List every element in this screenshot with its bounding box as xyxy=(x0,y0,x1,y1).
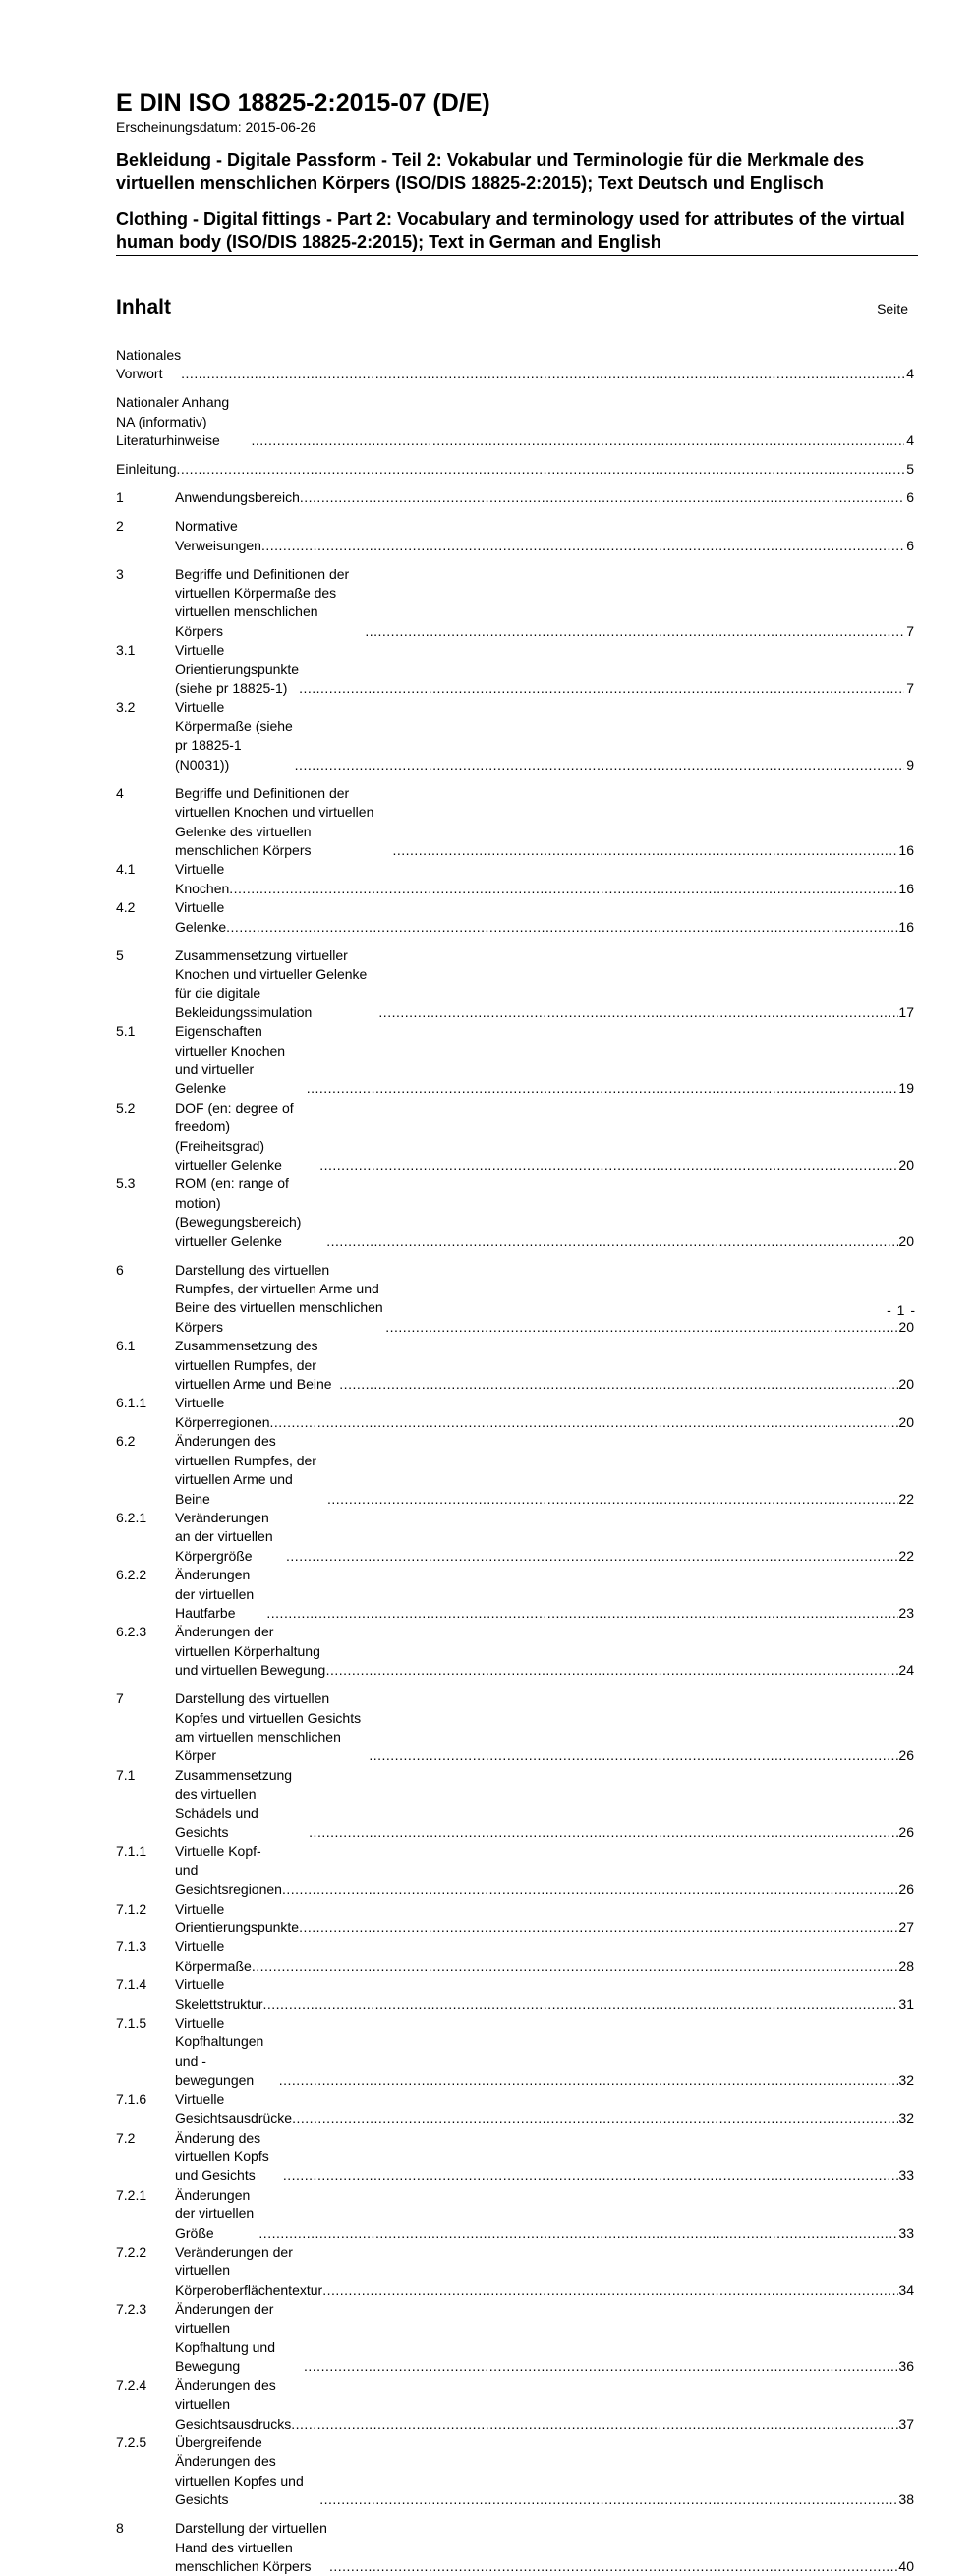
toc-entry[interactable] xyxy=(116,898,914,937)
toc-dot-leader xyxy=(327,1490,898,1509)
toc-entry-title: Virtuelle Skelettstruktur xyxy=(175,1976,263,2012)
toc-dot-leader xyxy=(181,365,904,383)
toc-entry-body xyxy=(175,2129,914,2186)
toc-dot-leader xyxy=(282,1880,898,1899)
toc-entry-number: 6.2 xyxy=(116,1433,136,1450)
toc-entry-title: Änderungen der virtuellen Kopfhaltung und Bewegung xyxy=(175,2301,275,2375)
toc-entry-page: 7 xyxy=(906,680,914,697)
toc-entry[interactable] xyxy=(116,1766,914,1843)
toc-entry-body xyxy=(175,860,914,898)
toc-entry-title: Einleitung xyxy=(116,461,177,478)
toc-entry[interactable] xyxy=(116,2014,914,2090)
toc-entry-number: 7.1.3 xyxy=(116,1938,147,1955)
toc-dot-leader xyxy=(261,537,904,555)
toc-entry-title: ROM (en: range of motion) (Bewegungsbereich) virtueller Gelenke xyxy=(175,1175,302,1249)
toc-entry[interactable] xyxy=(116,1394,914,1432)
toc-entry-page: 33 xyxy=(898,2167,914,2184)
toc-entry-page: 26 xyxy=(898,1747,914,1764)
toc-entry-title: Veränderungen der virtuellen Körperoberflächentextur xyxy=(175,2243,323,2298)
toc-entry-number: 4.2 xyxy=(116,899,136,916)
toc-entry-title: Darstellung des virtuellen Rumpfes, der virtuellen Arme und Beine des virtuellen menschlichen Körpers xyxy=(175,1261,383,1335)
toc-entry-number: 7.1.4 xyxy=(116,1976,147,1993)
toc-entry-title: DOF (en: degree of freedom) (Freiheitsgrad) virtueller Gelenke xyxy=(175,1099,294,1173)
toc-entry[interactable] xyxy=(116,517,914,555)
toc-entry-page: 17 xyxy=(898,1003,914,1020)
toc-entry-title: Virtuelle Orientierungspunkte xyxy=(175,1900,300,1936)
toc-entry-page: 20 xyxy=(898,1413,914,1430)
toc-dot-leader xyxy=(226,918,898,937)
toc-entry[interactable] xyxy=(116,860,914,898)
toc-entry[interactable] xyxy=(116,346,914,384)
toc-entry[interactable] xyxy=(116,1689,914,1766)
toc-entry[interactable] xyxy=(116,1937,914,1975)
toc-dot-leader xyxy=(385,1318,898,1337)
toc-entry-title: Begriffe und Definitionen der virtuellen Knochen und virtuellen Gelenke des virtuellen menschlichen Körpers xyxy=(175,784,374,858)
toc-dot-leader xyxy=(279,2071,899,2089)
toc-entry[interactable] xyxy=(116,2129,914,2186)
toc-entry-body xyxy=(175,1174,914,1251)
toc-dot-leader xyxy=(304,2357,898,2376)
toc-entry[interactable] xyxy=(116,1432,914,1509)
toc-entry-page: 28 xyxy=(898,1957,914,1974)
toc-entry-body xyxy=(175,2433,914,2510)
toc-entry-page: 16 xyxy=(898,841,914,858)
toc-entry-number: 7.1.1 xyxy=(116,1843,147,1860)
toc-entry[interactable] xyxy=(116,641,914,698)
toc-dot-leader xyxy=(295,756,904,774)
toc-dot-leader xyxy=(252,1957,899,1975)
toc-dot-leader xyxy=(300,488,904,507)
toc-entry-number: 5.3 xyxy=(116,1175,136,1192)
toc-entry[interactable] xyxy=(116,1099,914,1175)
toc-entry-title: Virtuelle Knochen xyxy=(175,861,230,896)
toc-entry-number: 3.1 xyxy=(116,642,136,658)
toc-entry-title: Darstellung der virtuellen Hand des virtuellen menschlichen Körpers xyxy=(175,2520,327,2575)
toc-entry-body xyxy=(175,1337,914,1394)
toc-entry-page: 33 xyxy=(898,2224,914,2241)
title-german: Bekleidung - Digitale Passform - Teil 2: Vokabular und Terminologie für die Merkmale des virtuellen menschlichen Körpers (ISO/DIS 18825-2:2015); Text Deutsch und Englisch xyxy=(116,150,865,193)
toc-dot-leader xyxy=(229,880,898,898)
toc-entry-title: Virtuelle Körpermaße xyxy=(175,1938,252,1974)
toc-entry-body xyxy=(175,1261,914,1338)
toc-entry[interactable] xyxy=(116,1174,914,1251)
toc-entry-page: 20 xyxy=(898,1232,914,1249)
toc-entry-number: 6 xyxy=(116,1261,124,1278)
toc-entry-title: Anwendungsbereich xyxy=(175,489,300,506)
toc-entry-title: Änderungen der virtuellen Größe xyxy=(175,2186,255,2241)
toc-entry-number: 5 xyxy=(116,946,124,963)
toc-dot-leader xyxy=(270,1413,899,1432)
toc-entry-page: 16 xyxy=(898,918,914,935)
table-of-contents xyxy=(116,346,914,2576)
toc-entry-body xyxy=(175,1842,914,1899)
document-id: E DIN ISO 18825-2:2015-07 (D/E) xyxy=(116,89,490,117)
toc-entry-title: Normative Verweisungen xyxy=(175,518,261,553)
toc-entry-page: 24 xyxy=(898,1662,914,1679)
toc-entry-body xyxy=(175,517,914,555)
toc-entry[interactable] xyxy=(116,946,914,1023)
toc-dot-leader xyxy=(177,460,905,479)
toc-entry-page: 32 xyxy=(898,2072,914,2089)
toc-dot-leader xyxy=(365,622,904,641)
toc-entry-page: 5 xyxy=(906,461,914,478)
toc-dot-leader xyxy=(299,679,904,698)
toc-entry-page: 22 xyxy=(898,1490,914,1507)
toc-entry-body xyxy=(175,565,914,642)
toc-header xyxy=(116,295,914,328)
toc-entry-page: 36 xyxy=(898,2358,914,2375)
toc-entry-body xyxy=(175,1975,914,2014)
toc-entry[interactable] xyxy=(116,1337,914,1394)
toc-entry-title: Virtuelle Orientierungspunkte (siehe pr 18825-1) xyxy=(175,642,300,697)
toc-entry-body xyxy=(175,1432,914,1509)
toc-entry-title: Zusammensetzung des virtuellen Schädels und Gesichts xyxy=(175,1766,293,1840)
title-english: Clothing - Digital fittings - Part 2: Vocabulary and terminology used for attributes of the virtual human body (ISO/DIS 18825-2:2015); Text in German and English xyxy=(116,208,918,256)
toc-entry-body xyxy=(175,2090,914,2129)
toc-entry-page: 34 xyxy=(898,2281,914,2298)
toc-entry-number: 8 xyxy=(116,2520,124,2537)
toc-dot-leader xyxy=(286,1547,898,1566)
toc-dot-leader xyxy=(329,2557,898,2576)
toc-entry-number: 4.1 xyxy=(116,861,136,878)
toc-entry-body xyxy=(175,1022,914,1099)
toc-dot-leader xyxy=(326,1661,899,1680)
toc-dot-leader xyxy=(291,2415,898,2433)
toc-entry-number: 7.1 xyxy=(116,1766,136,1783)
toc-entry[interactable] xyxy=(116,1566,914,1623)
toc-dot-leader xyxy=(299,1918,898,1937)
toc-entry-number: 7.2.5 xyxy=(116,2434,147,2450)
toc-entry-page: 22 xyxy=(898,1547,914,1564)
toc-entry-body xyxy=(175,1623,914,1680)
toc-entry[interactable] xyxy=(116,460,914,479)
toc-entry-page: 4 xyxy=(906,366,914,382)
toc-entry-number: 6.1.1 xyxy=(116,1395,147,1411)
toc-dot-leader xyxy=(307,1079,899,1098)
toc-entry-page: 37 xyxy=(898,2415,914,2432)
toc-entry-number: 5.1 xyxy=(116,1023,136,1040)
toc-entry-body xyxy=(116,346,914,384)
toc-dot-leader xyxy=(392,841,898,860)
toc-entry-page: 9 xyxy=(906,756,914,773)
page-number: - 1 - xyxy=(887,1302,916,1318)
toc-entry-page: 16 xyxy=(898,880,914,896)
toc-entry[interactable] xyxy=(116,2186,914,2243)
toc-entry[interactable] xyxy=(116,2519,914,2576)
toc-entry-page: 23 xyxy=(898,1604,914,1621)
toc-entry-page: 7 xyxy=(906,622,914,639)
toc-entry-number: 7.2.3 xyxy=(116,2301,147,2318)
toc-entry-number: 5.2 xyxy=(116,1099,136,1116)
toc-entry-number: 7.1.5 xyxy=(116,2015,147,2032)
toc-entry-body xyxy=(116,393,914,450)
toc-entry-number: 2 xyxy=(116,518,124,535)
toc-entry[interactable] xyxy=(116,1900,914,1938)
toc-dot-leader xyxy=(322,2281,898,2300)
toc-entry-number: 3.2 xyxy=(116,699,136,716)
toc-entry-number: 6.2.3 xyxy=(116,1624,147,1640)
toc-entry-number: 7 xyxy=(116,1690,124,1707)
toc-entry-page: 26 xyxy=(898,1881,914,1898)
toc-entry-number: 3 xyxy=(116,565,124,582)
toc-entry-number: 1 xyxy=(116,489,124,506)
publication-date: Erscheinungsdatum: 2015-06-26 xyxy=(116,119,316,135)
toc-entry-title: Virtuelle Körperregionen xyxy=(175,1395,270,1430)
toc-entry-title: Übergreifende Änderungen des virtuellen Kopfes und Gesichts xyxy=(175,2434,304,2508)
toc-entry-body xyxy=(175,2014,914,2090)
toc-entry[interactable] xyxy=(116,2300,914,2376)
toc-entry-page: 19 xyxy=(898,1080,914,1097)
toc-entry-title: Virtuelle Kopf- und Gesichtsregionen xyxy=(175,1843,282,1898)
toc-entry-body xyxy=(175,1689,914,1766)
toc-entry-body xyxy=(175,2186,914,2243)
toc-dot-leader xyxy=(292,2109,898,2128)
toc-entry-body xyxy=(175,946,914,1023)
toc-entry-page: 38 xyxy=(898,2491,914,2508)
toc-entry-title: Änderungen der virtuellen Hautfarbe xyxy=(175,1567,255,1621)
toc-entry-title: Nationales Vorwort xyxy=(116,347,182,382)
toc-entry-page: 32 xyxy=(898,2110,914,2127)
toc-dot-leader xyxy=(258,2224,898,2243)
toc-entry-body xyxy=(175,1900,914,1938)
toc-entry-body xyxy=(175,1394,914,1432)
toc-entry[interactable] xyxy=(116,488,914,507)
toc-entry-page: 27 xyxy=(898,1919,914,1936)
toc-entry-body xyxy=(175,2376,914,2433)
toc-dot-leader xyxy=(262,1995,898,2014)
toc-heading: Inhalt xyxy=(116,296,171,318)
toc-dot-leader xyxy=(283,2166,899,2185)
toc-entry-page: 31 xyxy=(898,1995,914,2012)
toc-entry[interactable] xyxy=(116,1509,914,1566)
toc-dot-leader xyxy=(319,2490,898,2509)
toc-entry[interactable] xyxy=(116,1975,914,2014)
toc-entry-page: 20 xyxy=(898,1318,914,1335)
toc-entry[interactable] xyxy=(116,1022,914,1099)
toc-entry-number: 7.2.4 xyxy=(116,2376,147,2393)
toc-entry[interactable] xyxy=(116,1261,914,1338)
toc-entry-body xyxy=(175,1566,914,1623)
toc-entry[interactable] xyxy=(116,698,914,774)
toc-entry-body xyxy=(175,1937,914,1975)
toc-entry[interactable] xyxy=(116,1623,914,1680)
toc-dot-leader xyxy=(319,1156,898,1174)
toc-entry-number: 6.2.2 xyxy=(116,1567,147,1583)
toc-entry-page: 40 xyxy=(898,2558,914,2575)
toc-entry[interactable] xyxy=(116,2376,914,2433)
toc-entry-title: Änderungen der virtuellen Körperhaltung und virtuellen Bewegung xyxy=(175,1624,326,1679)
toc-entry-body xyxy=(175,784,914,861)
toc-entry-number: 7.2.1 xyxy=(116,2186,147,2203)
toc-entry-title: Änderungen des virtuellen Rumpfes, der virtuellen Arme und Beine xyxy=(175,1433,316,1507)
toc-entry-title: Nationaler Anhang NA (informativ) Literaturhinweise xyxy=(116,394,230,449)
toc-entry-body xyxy=(116,460,914,479)
toc-entry-body xyxy=(175,1509,914,1566)
toc-entry-body xyxy=(175,1766,914,1843)
toc-entry-title: Änderung des virtuellen Kopfs und Gesichts xyxy=(175,2129,269,2184)
toc-entry[interactable] xyxy=(116,393,914,450)
toc-dot-leader xyxy=(266,1604,898,1623)
toc-entry-title: Virtuelle Gelenke xyxy=(175,899,227,935)
toc-entry-body xyxy=(175,2300,914,2376)
toc-entry-title: Virtuelle Gesichtsausdrücke xyxy=(175,2090,293,2127)
toc-entry-title: Zusammensetzung des virtuellen Rumpfes, der virtuellen Arme und Beine xyxy=(175,1338,332,1393)
toc-entry-number: 7.2 xyxy=(116,2129,136,2146)
toc-entry-page: 20 xyxy=(898,1376,914,1393)
toc-dot-leader xyxy=(309,1823,898,1842)
toc-entry[interactable] xyxy=(116,565,914,642)
toc-entry-title: Änderungen des virtuellen Gesichtsausdrucks xyxy=(175,2376,292,2432)
toc-dot-leader xyxy=(326,1232,898,1251)
toc-dot-leader xyxy=(369,1746,898,1765)
toc-entry[interactable] xyxy=(116,1842,914,1899)
toc-dot-leader xyxy=(378,1003,898,1022)
toc-entry[interactable] xyxy=(116,2243,914,2300)
toc-entry-number: 7.1.2 xyxy=(116,1900,147,1917)
toc-entry-title: Zusammensetzung virtueller Knochen und virtueller Gelenke für die digitale Bekleidungssimulation xyxy=(175,946,368,1020)
toc-entry-number: 6.2.1 xyxy=(116,1509,147,1525)
toc-entry-page: 6 xyxy=(906,489,914,506)
toc-entry-number: 7.1.6 xyxy=(116,2090,147,2107)
toc-dot-leader xyxy=(251,431,904,450)
toc-entry-body xyxy=(175,641,914,698)
toc-entry-number: 7.2.2 xyxy=(116,2243,147,2260)
toc-entry-page: 26 xyxy=(898,1824,914,1840)
toc-entry-title: Virtuelle Körpermaße (siehe pr 18825-1 (N0031)) xyxy=(175,699,293,773)
toc-entry-body xyxy=(175,898,914,937)
toc-entry-body xyxy=(175,488,914,507)
toc-entry-number: 6.1 xyxy=(116,1338,136,1354)
toc-entry-title: Darstellung des virtuellen Kopfes und virtuellen Gesichts am virtuellen menschlichen Körper xyxy=(175,1690,362,1764)
toc-page-label: Seite xyxy=(877,301,908,316)
toc-entry-page: 4 xyxy=(906,432,914,449)
toc-entry-body xyxy=(175,2519,914,2576)
toc-dot-leader xyxy=(339,1375,898,1394)
toc-entry-title: Eigenschaften virtueller Knochen und virtueller Gelenke xyxy=(175,1023,286,1097)
toc-entry[interactable] xyxy=(116,784,914,861)
toc-entry-body xyxy=(175,2243,914,2300)
toc-entry-body xyxy=(175,1099,914,1175)
toc-entry-title: Virtuelle Kopfhaltungen und -bewegungen xyxy=(175,2015,264,2089)
toc-entry[interactable] xyxy=(116,2090,914,2129)
toc-entry-page: 6 xyxy=(906,537,914,553)
toc-entry[interactable] xyxy=(116,2433,914,2510)
toc-entry-title: Begriffe und Definitionen der virtuellen Körpermaße des virtuellen menschlichen Körpers xyxy=(175,565,350,639)
toc-entry-number: 4 xyxy=(116,784,124,801)
toc-entry-title: Veränderungen an der virtuellen Körpergröße xyxy=(175,1509,273,1564)
toc-entry-page: 20 xyxy=(898,1157,914,1173)
toc-entry-body xyxy=(175,698,914,774)
